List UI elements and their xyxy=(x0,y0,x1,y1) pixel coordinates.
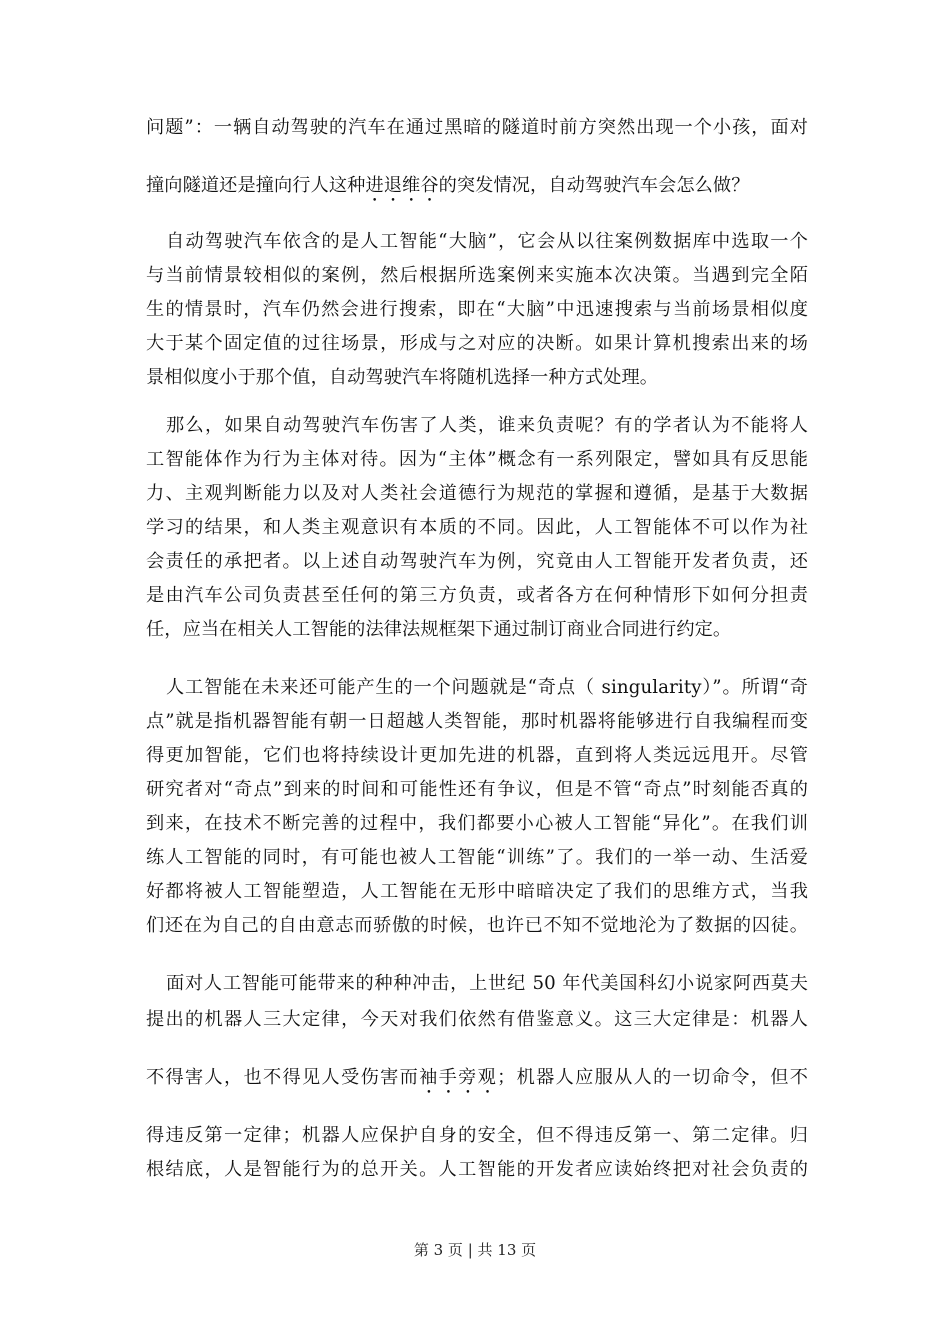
text-line: 练人工智能的同时，有可能也被人工智能“训练”了。我们的一举一动、生活爱 xyxy=(146,847,808,868)
text-line: 面对人工智能可能带来的种种冲击，上世纪 50 年代美国科幻小说家阿西莫夫 xyxy=(166,973,808,994)
text-line: 是由汽车公司负责甚至任何的第三方负责，或者各方在何种情形下如何分担责 xyxy=(146,585,808,606)
text-line: 与当前情景较相似的案例，然后根据所选案例来实施本次决策。当遇到完全陌 xyxy=(146,265,808,286)
text-segment: 不得害人，也不得见人受伤害而 xyxy=(146,1067,420,1088)
text-line xyxy=(146,1064,808,1092)
text-line: 问题”：一辆自动驾驶的汽车在通过黑暗的隧道时前方突然出现一个小孩，面对 xyxy=(146,117,808,138)
text-line: 工智能体作为行为主体对待。因为“主体”概念有一系列限定，譬如具有反思能 xyxy=(146,449,808,470)
text-line: 任，应当在相关人工智能的法律法规框架下通过制订商业合同进行约定。 xyxy=(146,619,732,640)
text-line: 研究者对“奇点”到来的时间和可能性还有争议，但是不管“奇点”时刻能否真的 xyxy=(146,779,808,800)
text-line xyxy=(146,172,808,200)
text-line: 点”就是指机器智能有朝一日超越人类智能，那时机器将能够进行自我编程而变 xyxy=(146,711,808,732)
text-line: 提出的机器人三大定律，今天对我们依然有借鉴意义。这三大定律是：机器人 xyxy=(146,1009,808,1030)
text-line: 景相似度小于那个值，自动驾驶汽车将随机选择一种方式处理。 xyxy=(146,367,659,388)
text-line: 好都将被人工智能塑造，人工智能在无形中暗暗决定了我们的思维方式，当我 xyxy=(146,881,808,902)
text-line: 力、主观判断能力以及对人类社会道德行为规范的掌握和遵循，是基于大数据 xyxy=(146,483,808,504)
text-segment: ；机器人应服从人的一切命令，但不 xyxy=(497,1067,808,1088)
text-line: 大于某个固定值的过往场景，形成与之对应的决断。如果计算机搜索出来的场 xyxy=(146,333,808,354)
text-segment: 的突发情况，自动驾驶汽车会怎么做？ xyxy=(438,175,750,196)
text-segment: 撞向隧道还是撞向行人这种 xyxy=(146,175,366,196)
text-line: 们还在为自己的自由意志而骄傲的时候，也许已不知不觉地沦为了数据的囚徒。 xyxy=(146,915,808,936)
text-line: 根结底，人是智能行为的总开关。人工智能的开发者应读始终把对社会负责的 xyxy=(146,1159,808,1180)
text-line: 生的情景时，汽车仍然会进行搜索，即在“大脑”中迅速搜索与当前场景相似度 xyxy=(146,299,808,320)
text-line: 自动驾驶汽车依含的是人工智能“大脑”，它会从以往案例数据库中选取一个 xyxy=(166,231,808,252)
text-line: 学习的结果，和人类主观意识有本质的不同。因此，人工智能体不可以作为社 xyxy=(146,517,808,538)
text-line: 得违反第一定律；机器人应保护自身的安全，但不得违反第一、第二定律。归 xyxy=(146,1125,808,1146)
text-line: 到来，在技术不断完善的过程中，我们都要小心被人工智能“异化”。在我们训 xyxy=(146,813,808,834)
emphasized-phrase: 袖手旁观 xyxy=(419,1067,498,1088)
text-line: 那么，如果自动驾驶汽车伤害了人类，谁来负责呢？有的学者认为不能将人 xyxy=(166,415,808,436)
text-line: 人工智能在未来还可能产生的一个问题就是“奇点（ singularity）”。所谓“奇 xyxy=(166,677,808,698)
text-line: 会责任的承把者。以上述自动驾驶汽车为例，究竟由人工智能开发者负责，还 xyxy=(146,551,808,572)
text-line: 得更加智能，它们也将持续设计更加先进的机器，直到将人类远远甩开。尽管 xyxy=(146,745,808,766)
emphasized-phrase: 进退维谷 xyxy=(365,175,439,196)
page-footer: 第 3 页 | 共 13 页 xyxy=(413,1241,537,1259)
